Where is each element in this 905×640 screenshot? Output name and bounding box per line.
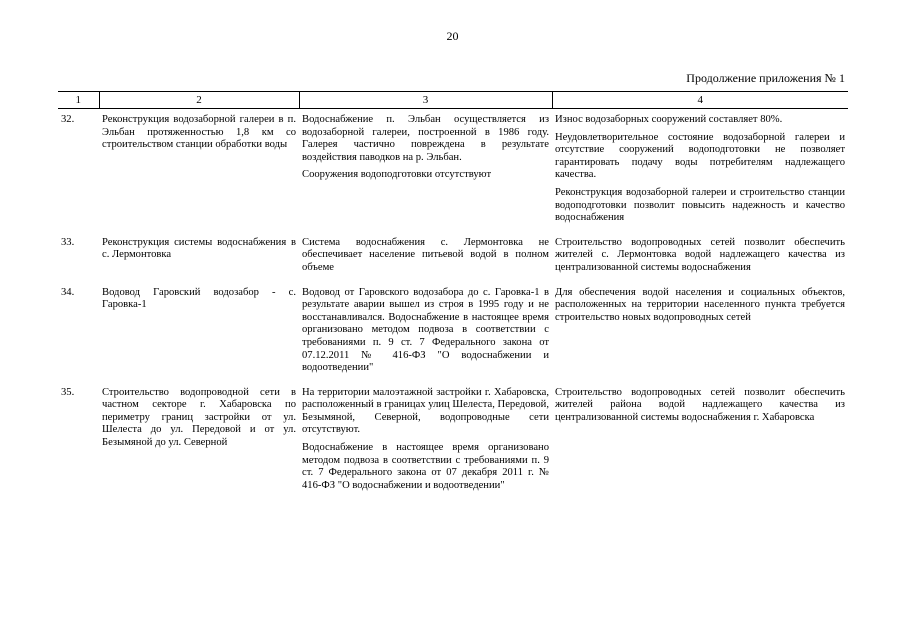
table-row <box>58 282 848 382</box>
column-header: 1 <box>58 92 99 109</box>
column-header: 4 <box>552 92 848 109</box>
table-row <box>58 232 848 282</box>
row-number: 34. <box>61 286 75 298</box>
table-row <box>58 382 848 500</box>
paragraph: Неудовлетворительное состояние водозаборной галереи и отсутствие сооружений водоподготовки не позволяет гарантировать подачу воды потребителям надлежащего качества. <box>555 131 845 181</box>
paragraph: На территории малоэтажной застройки г. Хабаровска, расположенный в границах улиц Шелеста, Передовой, Безымяной, Северной, водопроводные сети отсутствуют. <box>302 386 549 436</box>
column-header: 3 <box>299 92 552 109</box>
current-state-cell <box>299 232 552 282</box>
continuation-label: Продолжение приложения № 1 <box>686 71 845 85</box>
project-name: Реконструкция системы водоснабжения в с. Лермонтовка <box>102 236 296 261</box>
project-name: Водовод Гаровский водозабор - с. Гаровка-1 <box>102 286 296 311</box>
appendix-table <box>58 91 848 499</box>
row-number: 35. <box>61 386 75 398</box>
paragraph: Водоснабжение п. Эльбан осуществляется из водозаборной галереи, построенной в 1986 году. Галерея частично повреждена в результате воздействия паводков на р. Эльбан. <box>302 114 549 163</box>
paragraph: Износ водозаборных сооружений составляет 80%. <box>555 114 783 125</box>
justification-cell <box>552 232 848 282</box>
paragraph: Водоснабжение в настоящее время организовано методом подвоза в соответствии с требованиями п. 9 ст. 7 Федерального закона от 07 декабря 2011 г. № 416-ФЗ "О водоснабжении и водоотведении" <box>302 442 549 491</box>
paragraph: Строительство водопроводных сетей позволит обеспечить жителей района водой надлежащего качества из централизованной системы водоснабжения г. Хабаровска <box>555 386 845 423</box>
project-name-cell <box>99 109 299 232</box>
column-header: 2 <box>99 92 299 109</box>
justification-cell <box>552 382 848 500</box>
paragraph: Сооружения водоподготовки отсутствуют <box>302 169 492 181</box>
row-number: 33. <box>61 236 75 248</box>
paragraph: Для обеспечения водой населения и социальных объектов, расположенных на территории населенного пункта требуется строительство новых водопроводных сетей <box>555 286 845 323</box>
project-name-cell <box>99 382 299 500</box>
column-number-row <box>58 92 848 109</box>
paragraph: Строительство водопроводных сетей позволит обеспечить жителей с. Лермонтовка водой надлежащего качества из централизованной системы водоснабжения <box>555 236 845 273</box>
table-row <box>58 109 848 232</box>
justification-cell <box>552 109 848 232</box>
current-state-cell <box>299 382 552 500</box>
page-number: 20 <box>446 29 459 43</box>
current-state-cell <box>299 282 552 382</box>
paragraph: Реконструкция водозаборной галереи и строительство станции водоподготовки позволит повысить надежность и качество водоснабжения <box>555 186 845 224</box>
row-number: 32. <box>61 114 75 125</box>
project-name-cell <box>99 232 299 282</box>
paragraph: Система водоснабжения с. Лермонтовка не обеспечивает население питьевой водой в полном объеме <box>302 236 549 273</box>
project-name: Реконструкция водозаборной галереи в п. Эльбан протяженностью 1,8 км со строительством станции обработки воды <box>102 114 296 151</box>
project-name-cell <box>99 282 299 382</box>
current-state-cell <box>299 109 552 232</box>
paragraph: Водовод от Гаровского водозабора до с. Гаровка-1 в результате аварии вышел из строя в 1995 году и не восстанавливался. Водоснабжение в настоящее время организовано методом подвоза в соответствии с требованиями п. 9 ст. 7 Федерального закона от 07.12.2011 № 416-ФЗ "О водоснабжении и водоотведении" <box>302 286 549 374</box>
justification-cell <box>552 282 848 382</box>
project-name: Строительство водопроводной сети в частном секторе г. Хабаровска по периметру границ застройки от ул. Шелеста до ул. Передовой и от ул. Безымяной до ул. Северной <box>102 386 296 449</box>
